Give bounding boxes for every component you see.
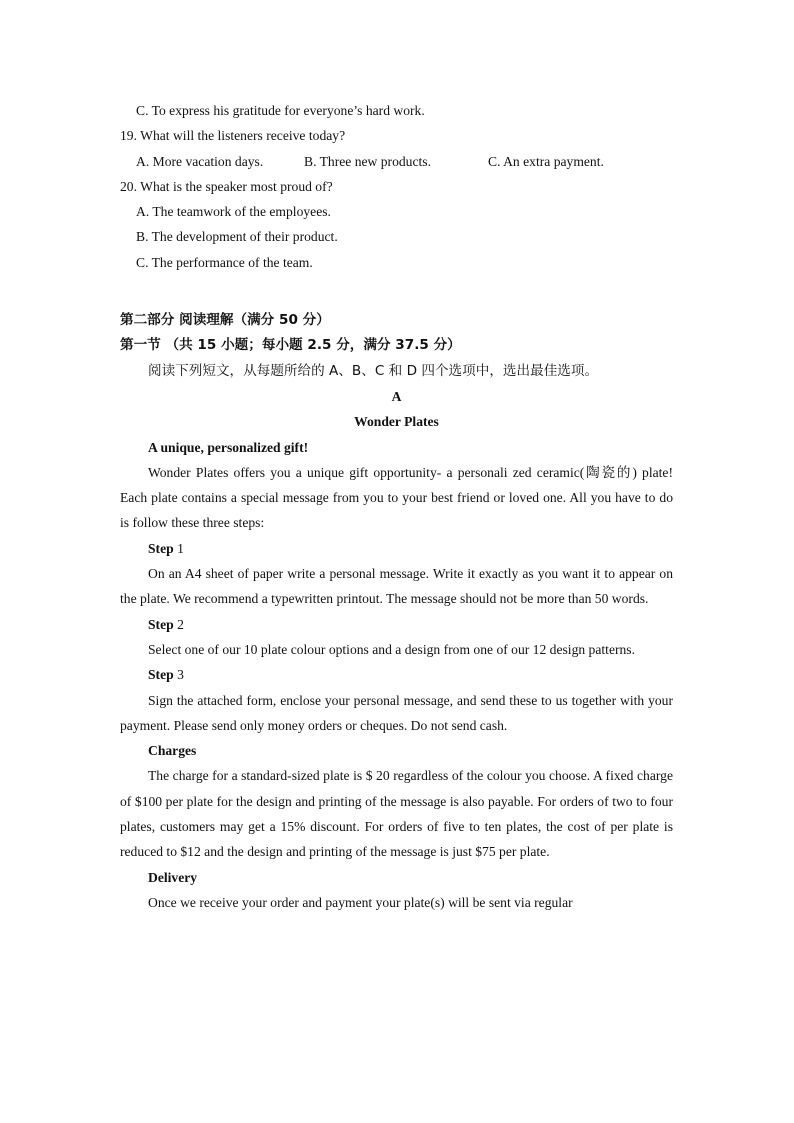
q19-option-b: B. Three new products. [304, 153, 431, 169]
step1-number: 1 [177, 540, 184, 556]
reading-instructions: 阅读下列短文，从每题所给的 A、B、C 和 D 四个选项中，选出最佳选项。 [148, 362, 599, 379]
q19-question: 19. What will the listeners receive today? [120, 128, 346, 144]
reading-section-title: 第一节 （共 15 小题；每小题 2.5 分，满分 37.5 分） [120, 337, 461, 354]
step2-text: Select one of our 10 plate colour options and a design from one of our 12 design patterns. [148, 641, 635, 657]
q19-options [120, 149, 673, 174]
step3-heading [120, 662, 673, 687]
q18-option-c: C. To express his gratitude for everyone’s hard work. [136, 103, 425, 118]
q20-option-a: A. The teamwork of the employees. [136, 204, 331, 220]
q20-question: 20. What is the speaker most proud of? [120, 178, 333, 194]
step2-number: 2 [177, 616, 184, 632]
step1-label: Step [148, 540, 174, 556]
delivery-heading: Delivery [148, 869, 198, 885]
step3-label: Step [148, 667, 174, 683]
passage-title: Wonder Plates [354, 414, 439, 430]
step2-heading [120, 612, 673, 637]
step3-number: 3 [177, 667, 184, 683]
q19-option-c: C. An extra payment. [488, 153, 604, 169]
step1-text: On an A4 sheet of paper write a personal message. Write it exactly as you want it to appear on the plate. We recommend a typewritten printout. The message should not be more than 50 words. [120, 566, 673, 607]
step2-label: Step [148, 616, 174, 632]
charges-text: The charge for a standard-sized plate is $ 20 regardless of the colour you choose. A fixed charge of $100 per plate for the design and printing of the message is also payable. For orders of two to four plates, customers may get a 15% discount. For orders of five to ten plates, the cost of per plate is reduced to $12 and the design and printing of the message is just $75 per plate. [120, 768, 673, 860]
reading-part-title: 第二部分 阅读理解（满分 50 分） [120, 312, 330, 329]
step3-text: Sign the attached form, enclose your personal message, and send these to us together with your payment. Please send only money orders or cheques. Do not send cash. [120, 692, 673, 733]
step1-heading [120, 536, 673, 561]
document-page [120, 98, 673, 915]
passage-label: A [391, 388, 402, 404]
passage-intro: Wonder Plates offers you a unique gift opportunity- a personali zed ceramic(陶瓷的) plate! Each plate contains a special message from you to your best friend or loved one. All you have to do is follow these three steps: [120, 464, 673, 531]
charges-heading: Charges [148, 743, 197, 759]
delivery-text: Once we receive your order and payment your plate(s) will be sent via regular [148, 894, 573, 910]
q20-option-c: C. The performance of the team. [136, 254, 313, 270]
q19-option-a: A. More vacation days. [136, 153, 264, 169]
section-gap [120, 275, 673, 308]
passage-subheading: A unique, personalized gift! [148, 439, 309, 455]
q20-option-b: B. The development of their product. [136, 229, 338, 245]
